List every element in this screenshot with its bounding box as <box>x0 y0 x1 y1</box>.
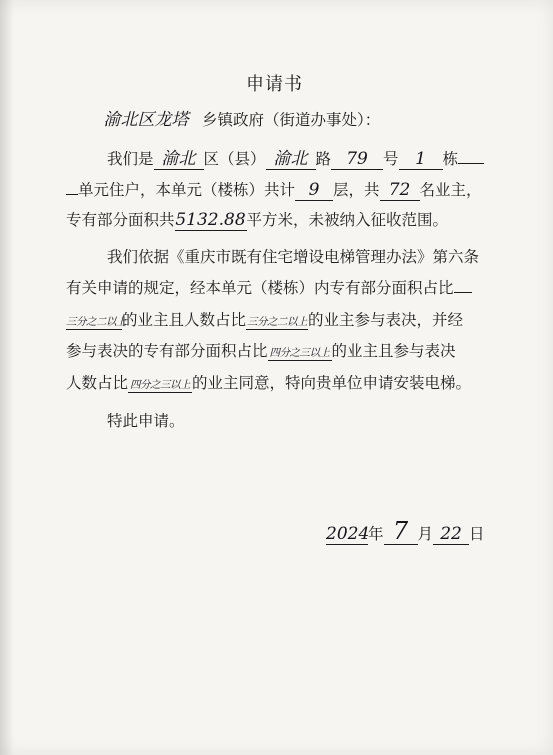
year-label: 年 <box>368 525 384 543</box>
day-label: 日 <box>469 525 485 543</box>
owners-handwritten: 72 <box>380 181 420 201</box>
number-label: 号 <box>383 150 399 168</box>
people-ratio-handwritten: 三分之二以上 <box>247 316 308 328</box>
date-line <box>326 518 485 545</box>
month-label: 月 <box>417 525 434 543</box>
para2-line-4-end: 的业主且参与表决 <box>331 342 456 360</box>
area-suffix: 平方米，未被纳入征收范围。 <box>246 211 449 229</box>
number-handwritten: 79 <box>331 150 383 170</box>
para2-line-2-text: 有关申请的规定，经本单元（楼栋）内专有部分面积占比 <box>66 279 454 297</box>
para2-line-4-start: 参与表决的专有部分面积占比 <box>66 342 268 360</box>
para2-line-3-mid: 的业主且人数占比 <box>122 311 247 329</box>
area-handwritten: 5132.88 <box>175 210 246 230</box>
addressee-line <box>90 108 380 130</box>
intro-line-3 <box>66 208 448 231</box>
day-handwritten: 22 <box>433 525 469 545</box>
unit-blank-2 <box>66 180 78 195</box>
area-ratio-handwritten: 三分之二以上 <box>66 316 126 328</box>
para2-line-5-start: 人数占比 <box>66 374 129 392</box>
unit-blank <box>458 149 484 164</box>
unit-label: 单元住户，本单元（楼栋）共计 <box>78 181 296 199</box>
building-handwritten: 1 <box>399 150 443 170</box>
para2-line-1: 我们依据《重庆市既有住宅增设电梯管理办法》第六条 <box>107 248 480 266</box>
para2-line-3-end: 的业主参与表决，并经 <box>308 311 464 329</box>
area-prefix: 专有部分面积共 <box>66 211 175 229</box>
para2-line-2-blank <box>454 278 472 293</box>
closing-text: 特此申请。 <box>107 412 185 430</box>
district-label: 区（县） <box>203 150 266 168</box>
intro-line-1 <box>107 147 484 170</box>
month-handwritten: 7 <box>384 518 418 545</box>
vote-area-ratio-handwritten: 四分之三以上 <box>269 347 330 359</box>
floors-handwritten: 9 <box>295 181 333 201</box>
floors-label: 层，共 <box>333 181 380 199</box>
para2-line-5-end: 的业主同意，特向贵单位申请安装电梯。 <box>192 374 472 392</box>
document-title: 申请书 <box>246 74 303 95</box>
district-handwritten: 渝北 <box>154 150 204 170</box>
para2-line-5 <box>66 371 471 393</box>
addressee-handwritten: 渝北区龙塔 <box>103 110 189 130</box>
addressee-suffix: 乡镇政府（街道办事处）： <box>202 111 381 129</box>
owners-label: 名业主， <box>419 181 482 199</box>
road-handwritten: 渝北 <box>266 150 316 170</box>
year-handwritten: 2024 <box>326 524 370 544</box>
building-label: 栋 <box>442 150 459 168</box>
para2-line-2 <box>66 276 472 298</box>
para2-line-3 <box>66 308 463 330</box>
intro-prefix: 我们是 <box>107 150 154 168</box>
intro-line-2 <box>66 178 482 201</box>
page-shadow-edge <box>0 0 14 755</box>
para2-line-4 <box>66 339 456 361</box>
road-label: 路 <box>315 150 332 168</box>
vote-people-ratio-handwritten: 四分之三以上 <box>130 379 191 391</box>
